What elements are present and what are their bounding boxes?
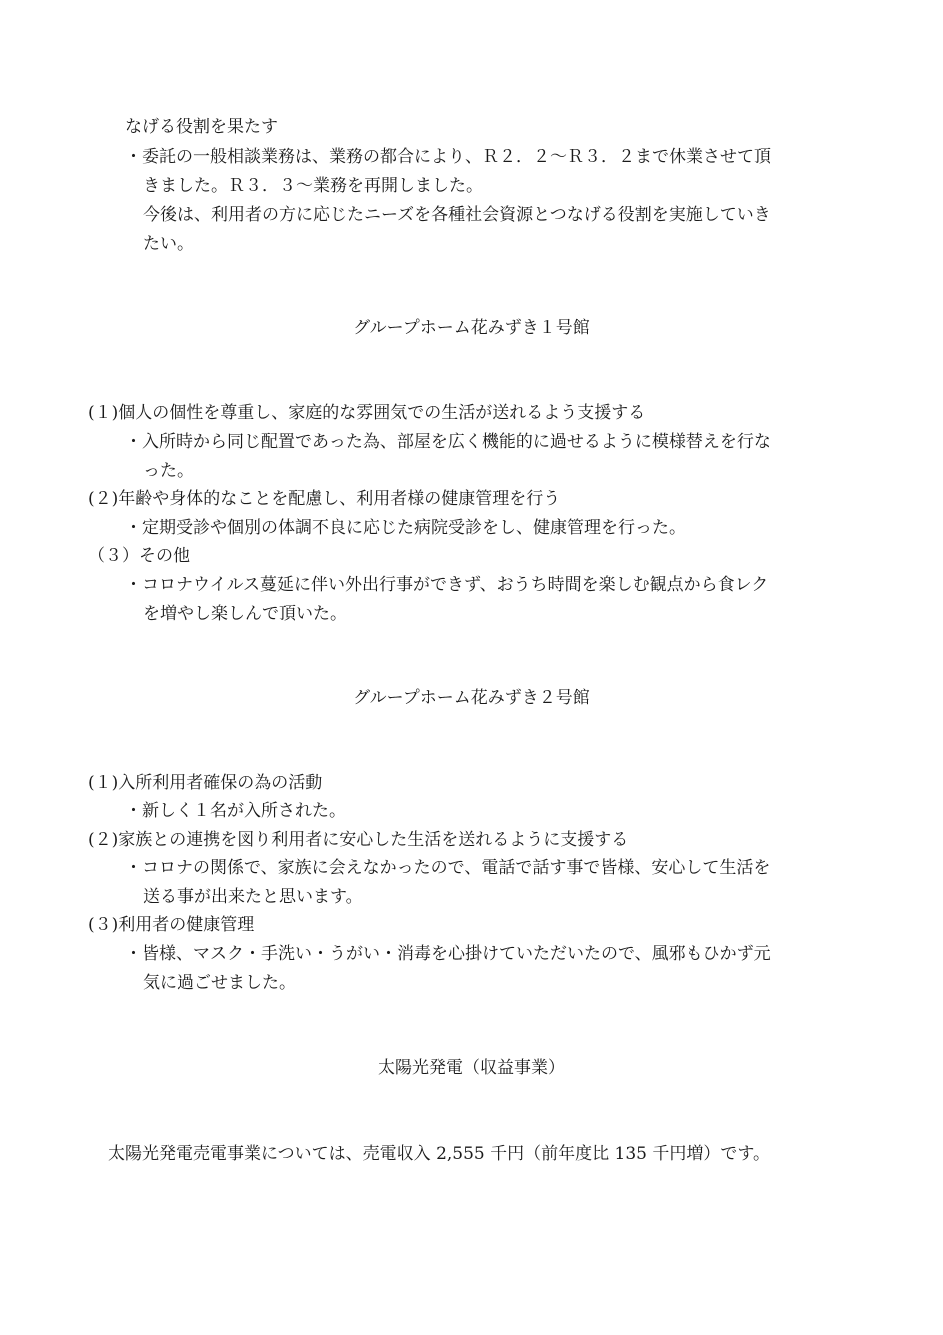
section-title-solar: 太陽光発電（収益事業）: [378, 1058, 565, 1078]
intro-line: なげる役割を果たす: [125, 117, 278, 137]
item-bullet: ・コロナの関係で、家族に会えなかったので、電話で話す事で皆様、安心して生活を: [125, 858, 771, 878]
solar-body: 太陽光発電売電事業については、売電収入 2,555 千円（前年度比 135 千円増）です。: [108, 1144, 771, 1164]
intro-line: たい。: [143, 234, 194, 254]
item-bullet: ・新しく１名が入所された。: [125, 801, 346, 821]
item-bullet: ・コロナウイルス蔓延に伴い外出行事ができず、おうち時間を楽しむ観点から食レク: [125, 575, 769, 595]
item-line: 送る事が出来たと思います。: [143, 887, 363, 907]
item-bullet: ・定期受診や個別の体調不良に応じた病院受診をし、健康管理を行った。: [125, 518, 686, 538]
item-heading: (１)入所利用者確保の為の活動: [88, 773, 323, 793]
section-title-gh1: グループホーム花みずき１号館: [353, 318, 590, 338]
item-line: を増やし楽しんで頂いた。: [143, 604, 347, 624]
intro-line: きました。Ｒ３．３～業務を再開しました。: [143, 176, 483, 196]
item-line: 気に過ごせました。: [143, 973, 296, 993]
item-bullet: ・入所時から同じ配置であった為、部屋を広く機能的に過せるように模様替えを行な: [125, 432, 771, 452]
item-heading: （３）その他: [88, 546, 190, 566]
item-heading: (３)利用者の健康管理: [88, 915, 255, 935]
intro-line: 今後は、利用者の方に応じたニーズを各種社会資源とつなげる役割を実施していき: [143, 205, 771, 225]
section-title-gh2: グループホーム花みずき２号館: [353, 688, 590, 708]
item-heading: (２)家族との連携を図り利用者に安心した生活を送れるように支援する: [88, 830, 629, 850]
item-line: った。: [143, 461, 194, 481]
intro-bullet: ・委託の一般相談業務は、業務の都合により、Ｒ２．２～Ｒ３．２まで休業させて頂: [125, 147, 771, 167]
item-bullet: ・皆様、マスク・手洗い・うがい・消毒を心掛けていただいたので、風邪もひかず元: [125, 944, 771, 964]
item-heading: (１)個人の個性を尊重し、家庭的な雰囲気での生活が送れるよう支援する: [88, 403, 646, 423]
item-heading: (２)年齢や身体的なことを配慮し、利用者様の健康管理を行う: [88, 489, 561, 509]
